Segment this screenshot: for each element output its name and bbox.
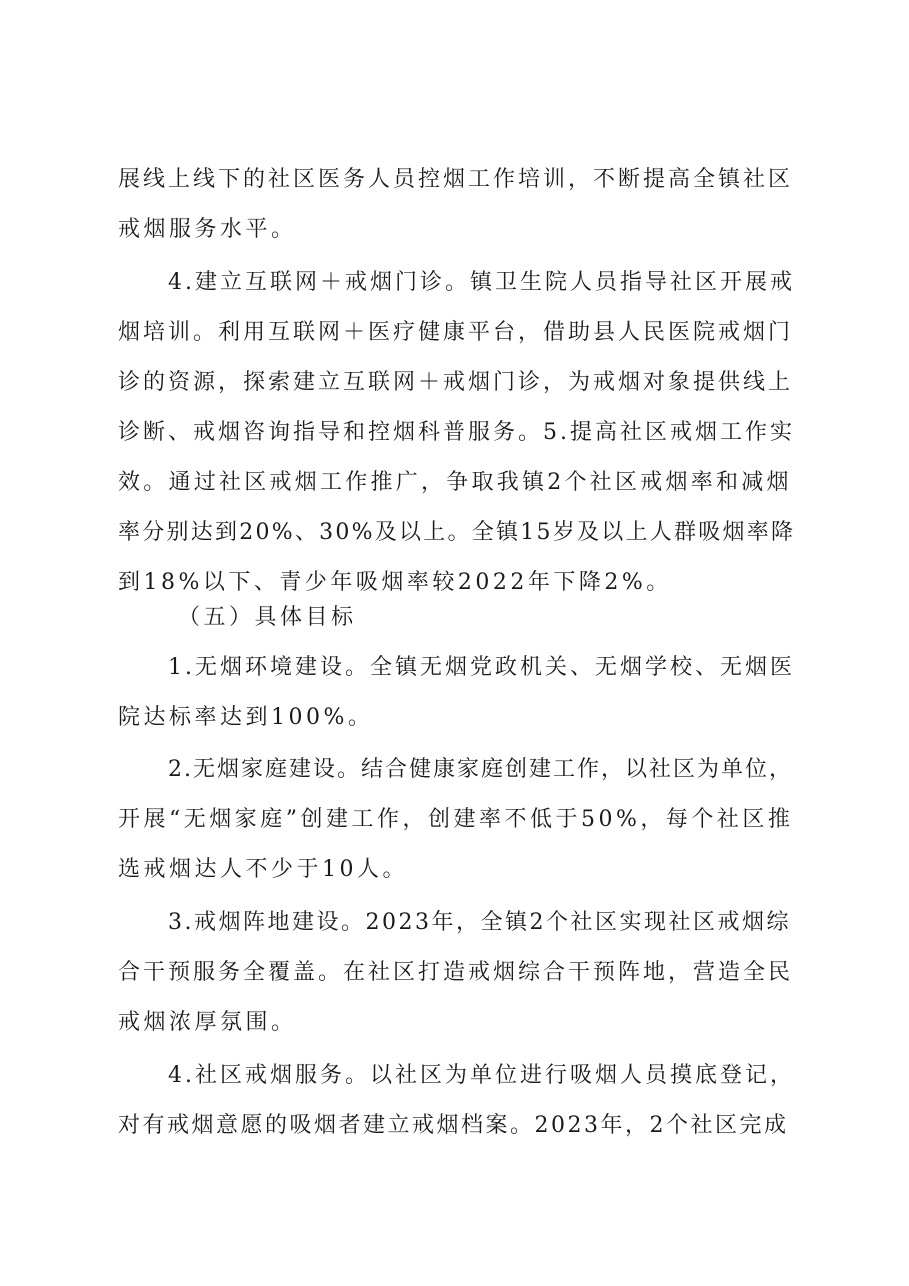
text-line: 4.社区戒烟服务。以社区为单位进行吸烟人员摸底登记，	[168, 1063, 795, 1088]
text-line: 3.戒烟阵地建设。2023年，全镇2个社区实现社区戒烟综	[168, 910, 791, 935]
text-line: 开展“无烟家庭”创建工作，创建率不低于50%，每个社区推	[118, 807, 794, 832]
text-line: 展线上线下的社区医务人员控烟工作培训，不断提高全镇社区	[118, 167, 794, 192]
text-line: 对有戒烟意愿的吸烟者建立戒烟档案。2023年，2个社区完成	[118, 1113, 789, 1138]
text-line: 选戒烟达人不少于10人。	[118, 857, 408, 882]
text-line: 2.无烟家庭建设。结合健康家庭创建工作，以社区为单位，	[168, 757, 793, 782]
text-line: 戒烟浓厚氛围。	[118, 1010, 297, 1035]
text-line: 到18%以下、青少年吸烟率较2022年下降2%。	[118, 570, 672, 595]
text-line: 合干预服务全覆盖。在社区打造戒烟综合干预阵地，营造全民	[118, 960, 794, 985]
text-line: 1.无烟环境建设。全镇无烟党政机关、无烟学校、无烟医	[168, 655, 795, 680]
text-line: 诊的资源，探索建立互联网＋戒烟门诊，为戒烟对象提供线上	[118, 370, 794, 395]
text-line: 烟培训。利用互联网＋医疗健康平台，借助县人民医院戒烟门	[118, 320, 794, 345]
text-line: 率分别达到20%、30%及以上。全镇15岁及以上人群吸烟率降	[118, 520, 796, 545]
section-heading: （五）具体目标	[178, 605, 357, 630]
text-line: 诊断、戒烟咨询指导和控烟科普服务。5.提高社区戒烟工作实	[118, 420, 795, 445]
text-line: 效。通过社区戒烟工作推广，争取我镇2个社区戒烟率和减烟	[118, 470, 792, 495]
text-line: 4.建立互联网＋戒烟门诊。镇卫生院人员指导社区开展戒	[168, 270, 795, 295]
text-line: 院达标率达到100%。	[118, 705, 374, 730]
text-line: 戒烟服务水平。	[118, 217, 297, 242]
